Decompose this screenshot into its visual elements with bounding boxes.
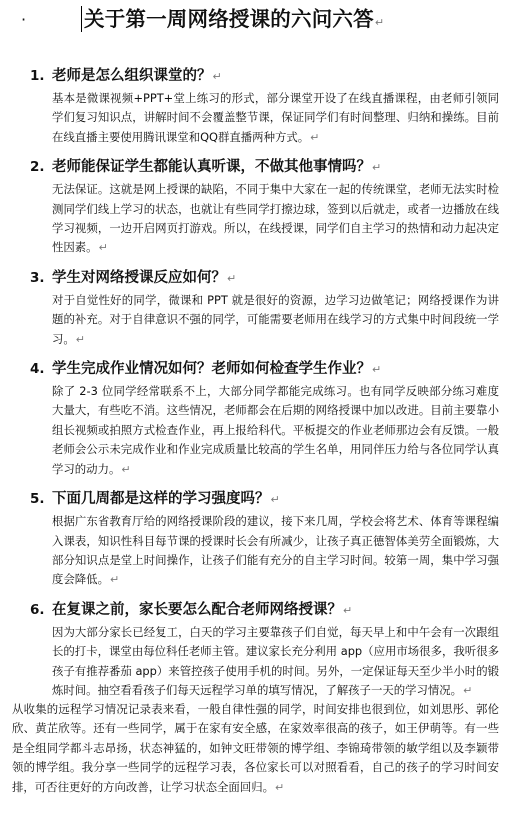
question-title: 在复课之前，家长要怎么配合老师网络授课？ <box>52 601 342 618</box>
summary-text: 从收集的远程学习情况记录表来看，一般自律性强的同学，时间安排也很到位，如刘思彤、郭伦欣、黄芷欣等。还有一些同学，属于在家有安全感，在家效率很高的孩子，如王伊萌等。有一些是全组同学都斗志昂扬，状态神猛的，如钟文旺带领的博学组、李锦琦带领的敏学组以及李颖带领的博学组。我分享一些同学的远程学习表，各位家长可以对照看看，自己的孩子的学习时间安排，可否往更好的方向改善，让学习状态全面回归。 <box>12 702 499 794</box>
page-title-text: 关于第一周网络授课的六问六答 <box>84 7 374 31</box>
paragraph-mark-icon: ↵ <box>98 241 108 255</box>
paragraph-mark-icon: ↵ <box>75 332 86 346</box>
paragraph-mark-icon: ↵ <box>372 161 382 175</box>
paragraph-mark-icon: ↵ <box>109 573 120 587</box>
question-answer: 对于自觉性好的同学，微课和 PPT 就是很好的资源，边学习边做笔记；网络授课作为讲题的补充。对于自律意识不强的同学，可能需要老师用在线学习的方式集中时间段统一学习。 <box>52 292 499 346</box>
question-number: 1. <box>30 68 45 84</box>
paragraph-mark-icon: ↵ <box>463 683 473 697</box>
question-title: 下面几周都是这样的学习强度吗？ <box>52 491 270 508</box>
page-title[interactable] <box>84 6 504 36</box>
paragraph-mark-icon: ↵ <box>121 462 131 476</box>
paragraph-mark-icon: ↵ <box>270 493 280 507</box>
question-number: 5. <box>30 491 45 508</box>
question-number: 2. <box>30 159 45 176</box>
question-item[interactable] <box>0 489 511 590</box>
question-item[interactable] <box>0 359 511 479</box>
question-answer: 无法保证。这就是网上授课的缺陷，不同于集中大家在一起的传统课堂，老师无法实时检测同学们线上学习的状态，也就让有些同学打擦边球，签到以后就走，或者一边播放在线学习视频，一边开启网页打游戏。所以，在线授课，同学们自主学习的热情和动力起决定性因素。 <box>52 182 499 255</box>
question-answer: 基本是微课视频+PPT+堂上练习的形式，部分课堂开设了在线直播课程，由老师引领同学们复习知识点，讲解时间不会覆盖整节课，保证同学们有时间整理、归纳和操练。目前在线直播主要使用腾讯课堂和QQ群直播两种方式。 <box>52 91 499 144</box>
bullet-dot: · <box>21 10 27 29</box>
question-item[interactable] <box>0 66 511 147</box>
text-cursor <box>81 6 82 32</box>
paragraph-mark-icon: ↵ <box>374 16 385 29</box>
question-title: 老师能保证学生都能认真听课，不做其他事情吗？ <box>52 159 371 176</box>
question-item[interactable] <box>0 157 511 258</box>
question-answer: 根据广东省教育厅给的网络授课阶段的建议，接下来几周，学校会将艺术、体育等课程编入课表，知识性科目每节课的授课时长会有所减少，让孩子真正德智体美劳全面锻炼，大部分知识点是堂上时间操作，让孩子们能有充分的自主学习时间。较第一周，集中学习强度会降低。 <box>52 514 499 587</box>
paragraph-mark-icon: ↵ <box>227 271 237 285</box>
question-answer: 因为大部分家长已经复工，白天的学习主要靠孩子们自觉，每天早上和中午会有一次跟组长的打卡，课堂由每位科任老师主管。建议家长充分利用 app（应用市场很多，我听很多孩子有推荐番茄 app）来管控孩子使用手机的时间。另外，一定保证每天至少半小时的锻炼时间。抽空看看孩子们每天远程学习单的填写情况，了解孩子一天的学习情况。 <box>52 624 499 697</box>
question-answer: 除了 2-3 位同学经常联系不上，大部分同学都能完成练习。也有同学反映部分练习难度大量大，有些吃不消。这些情况，老师都会在后期的网络授课中加以改进。目前主要靠小组长视频或拍照方式检查作业，再上报给科代。平板提交的作业老师那边会有反馈。一般老师会公示未完成作业和作业完成质量比较高的学生名单，用同伴压力给与各位同学认真学习的动力。 <box>52 384 499 476</box>
question-item[interactable] <box>0 600 511 701</box>
paragraph-mark-icon: ↵ <box>310 130 320 144</box>
paragraph-mark-icon: ↵ <box>212 70 222 83</box>
question-title: 老师是怎么组织课堂的？ <box>52 68 212 84</box>
paragraph-mark-icon: ↵ <box>372 363 382 377</box>
question-number: 4. <box>30 361 45 378</box>
question-item[interactable] <box>0 268 511 349</box>
question-title: 学生完成作业情况如何？老师如何检查学生作业？ <box>52 361 371 378</box>
paragraph-mark-icon: ↵ <box>343 603 353 617</box>
summary-paragraph[interactable] <box>12 700 499 797</box>
question-title: 学生对网络授课反应如何？ <box>52 269 226 286</box>
paragraph-mark-icon: ↵ <box>275 780 285 794</box>
question-number: 3. <box>30 269 45 286</box>
question-number: 6. <box>30 601 45 618</box>
question-list <box>0 66 511 710</box>
